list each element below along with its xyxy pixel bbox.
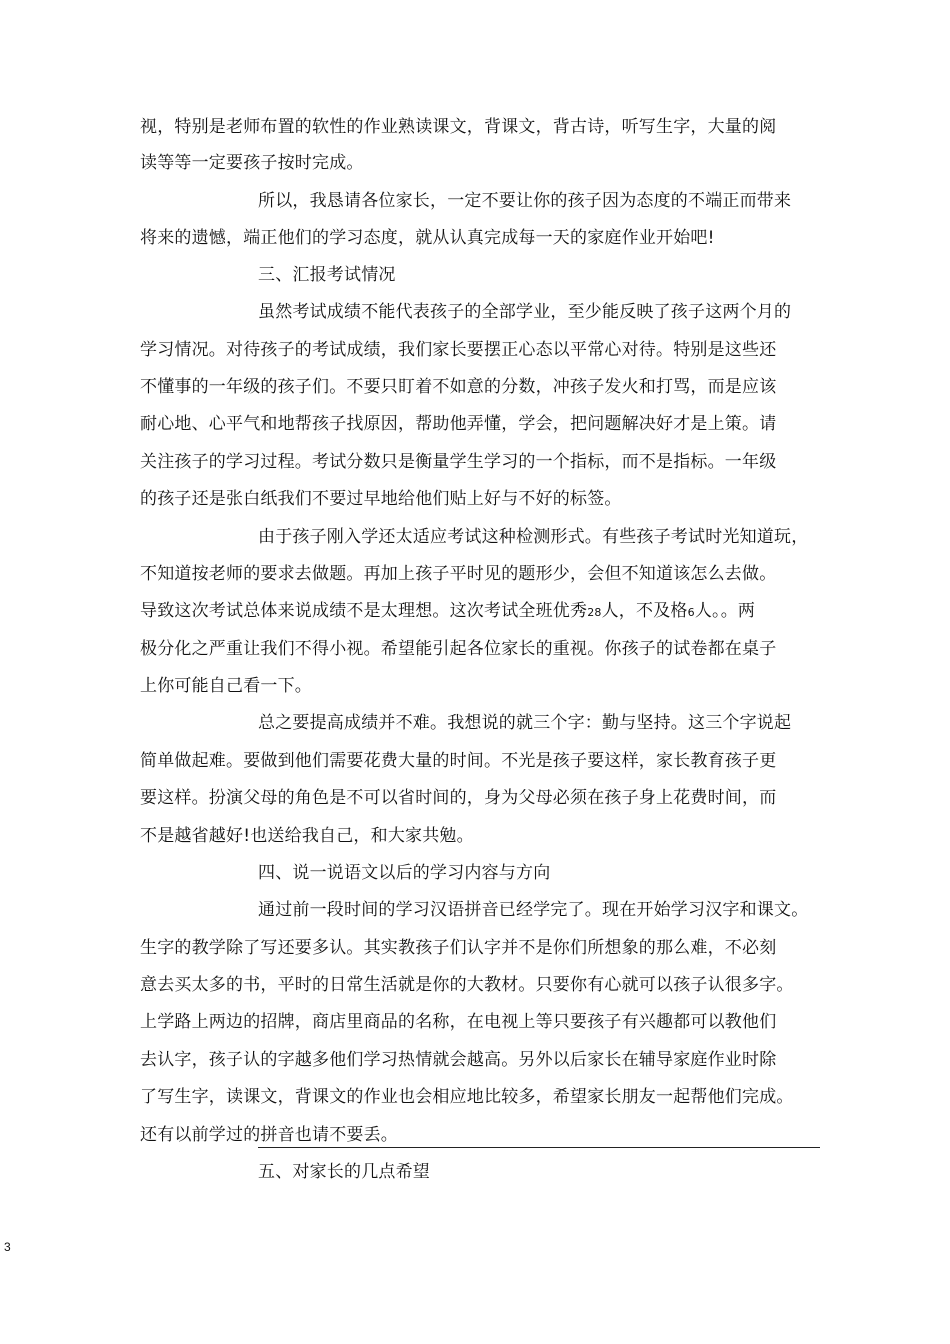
paragraph-line: 读等等一定要孩子按时完成。 bbox=[140, 153, 364, 173]
paragraph-line: 总之要提高成绩并不难。我想说的就三个字：勤与坚持。这三个字说起 bbox=[258, 713, 792, 733]
paragraph-line: 不是越省越好!也送给我自己，和大家共勉。 bbox=[140, 826, 474, 846]
paragraph-line: 还有以前学过的拼音也请不要丢。 bbox=[140, 1125, 398, 1145]
section-heading: 四、说一说语文以后的学习内容与方向 bbox=[258, 863, 551, 883]
paragraph-line: 视，特别是老师布置的软性的作业熟读课文，背课文，背古诗，听写生字，大量的阅 bbox=[140, 117, 777, 137]
horizontal-rule bbox=[258, 1147, 820, 1148]
paragraph-line bbox=[140, 600, 820, 624]
excellent-count: 28 bbox=[587, 606, 602, 619]
paragraph-line: 关注孩子的学习过程。考试分数只是衡量学生学习的一个指标，而不是指标。一年级 bbox=[140, 452, 777, 472]
paragraph-line: 所以，我恳请各位家长，一定不要让你的孩子因为态度的不端正而带来 bbox=[258, 191, 792, 211]
paragraph-line: 要这样。扮演父母的角色是不可以省时间的，身为父母必须在孩子身上花费时间，而 bbox=[140, 788, 777, 808]
text-run: 人，不及格 bbox=[601, 601, 688, 621]
paragraph-line: 将来的遗憾，端正他们的学习态度，就从认真完成每一天的家庭作业开始吧! bbox=[140, 228, 715, 248]
paragraph-line: 了写生字，读课文，背课文的作业也会相应地比较多，希望家长朋友一起帮他们完成。 bbox=[140, 1087, 794, 1107]
paragraph-line: 生字的教学除了写还要多认。其实教孩子们认字并不是你们所想象的那么难，不必刻 bbox=[140, 938, 777, 958]
paragraph-line: 通过前一段时间的学习汉语拼音已经学完了。现在开始学习汉字和课文。 bbox=[258, 900, 809, 920]
paragraph-line: 的孩子还是张白纸我们不要过早地给他们贴上好与不好的标签。 bbox=[140, 489, 622, 509]
paragraph-line: 去认字，孩子认的字越多他们学习热情就会越高。另外以后家长在辅导家庭作业时除 bbox=[140, 1050, 777, 1070]
text-run: 导致这次考试总体来说成绩不是太理想。这次考试全班优秀 bbox=[140, 601, 588, 621]
paragraph-line: 上你可能自己看一下。 bbox=[140, 676, 312, 696]
paragraph-line: 简单做起难。要做到他们需要花费大量的时间。不光是孩子要这样，家长教育孩子更 bbox=[140, 751, 777, 771]
page-number: 3 bbox=[4, 1240, 11, 1254]
fail-count: 6 bbox=[687, 606, 695, 619]
paragraph-line: 意去买太多的书，平时的日常生活就是你的大教材。只要你有心就可以孩子认很多字。 bbox=[140, 975, 794, 995]
paragraph-line: 上学路上两边的招牌，商店里商品的名称，在电视上等只要孩子有兴趣都可以教他们 bbox=[140, 1012, 777, 1032]
text-run: 人。。两 bbox=[694, 601, 756, 621]
paragraph-line: 不懂事的一年级的孩子们。不要只盯着不如意的分数，冲孩子发火和打骂，而是应该 bbox=[140, 377, 777, 397]
section-heading: 三、汇报考试情况 bbox=[258, 265, 396, 285]
paragraph-line: 极分化之严重让我们不得小视。希望能引起各位家长的重视。你孩子的试卷都在桌子 bbox=[140, 639, 777, 659]
paragraph-line: 不知道按老师的要求去做题。再加上孩子平时见的题形少，会但不知道该怎么去做。 bbox=[140, 564, 777, 584]
paragraph-line: 学习情况。对待孩子的考试成绩，我们家长要摆正心态以平常心对待。特别是这些还 bbox=[140, 340, 777, 360]
paragraph-line: 虽然考试成绩不能代表孩子的全部学业，至少能反映了孩子这两个月的 bbox=[258, 302, 792, 322]
section-heading: 五、对家长的几点希望 bbox=[258, 1162, 430, 1182]
paragraph-line: 由于孩子刚入学还太适应考试这种检测形式。有些孩子考试时光知道玩， bbox=[258, 527, 809, 547]
paragraph-line: 耐心地、心平气和地帮孩子找原因，帮助他弄懂，学会，把问题解决好才是上策。请 bbox=[140, 414, 777, 434]
